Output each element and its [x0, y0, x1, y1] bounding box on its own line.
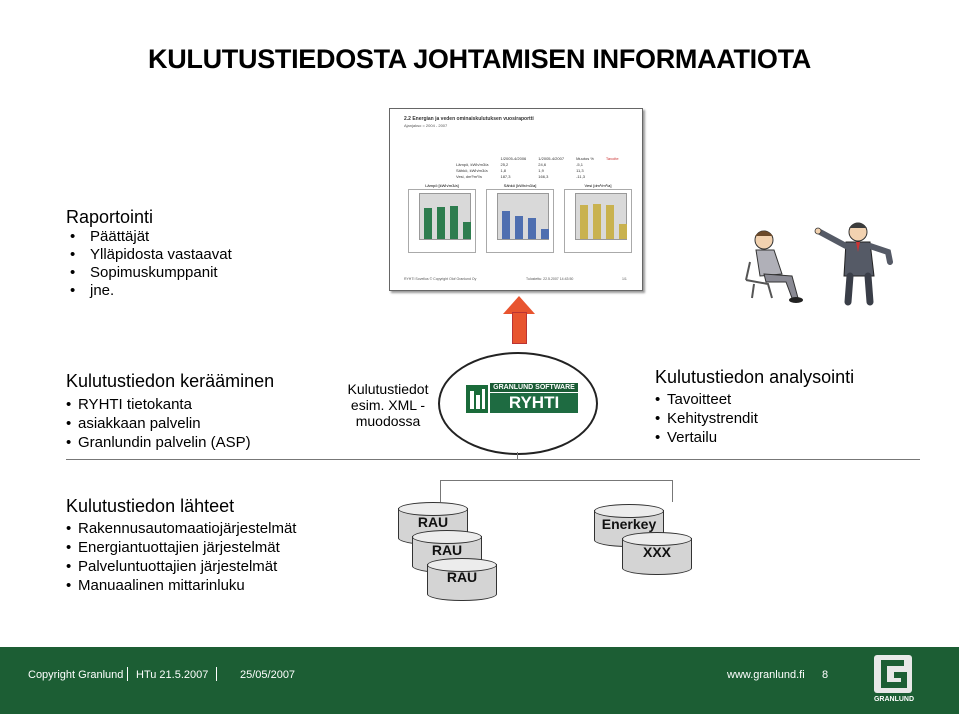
footer-separator — [216, 667, 217, 681]
report-cell: -11,3 — [576, 173, 585, 179]
collection-section — [66, 371, 274, 452]
granlund-software-icon — [466, 385, 488, 413]
reporting-section — [66, 207, 232, 300]
bar — [463, 222, 471, 239]
connector-line — [517, 452, 518, 460]
granlund-logo — [870, 653, 918, 707]
list-item: • RYHTI tietokanta — [66, 395, 274, 414]
bar — [515, 216, 523, 239]
page-title: KULUTUSTIEDOSTA JOHTAMISEN INFORMAATIOTA — [148, 44, 811, 74]
bar — [450, 206, 458, 239]
divider-line — [66, 459, 920, 460]
sources-section — [66, 496, 296, 595]
bar — [541, 229, 549, 239]
database-label: RAU — [446, 569, 478, 585]
sources-list — [66, 519, 296, 595]
sources-heading: Kulutustiedon lähteet — [66, 496, 235, 516]
database-label: XXX — [642, 544, 671, 560]
database-cylinder — [622, 532, 692, 582]
list-item: • Vertailu — [655, 428, 854, 447]
connector-line — [672, 480, 673, 502]
xml-note-line: Kulutustiedot — [347, 381, 429, 397]
people-illustration-icon — [740, 218, 900, 308]
connector-line — [440, 480, 441, 502]
bar — [424, 208, 432, 240]
report-footer-left: RYHTI Sovellus © Copyright Olof Granlund Oy — [404, 277, 477, 281]
ryhti-logo — [466, 383, 578, 415]
bar — [528, 218, 536, 239]
bar — [580, 205, 588, 239]
list-item: • Ylläpidosta vastaavat — [66, 246, 232, 264]
footer-website-link[interactable]: www.granlund.fi — [727, 669, 805, 681]
panel-plot — [419, 193, 471, 240]
report-cell: 11,3 — [576, 167, 584, 173]
report-panel-electricity — [486, 183, 554, 253]
list-item: • Päättäjät — [66, 228, 232, 246]
panel-plot — [497, 193, 549, 240]
report-cell: -5,1 — [576, 161, 583, 167]
list-item: • Granlundin palvelin (ASP) — [66, 433, 274, 452]
reporting-list — [66, 228, 232, 300]
footer-date: 25/05/2007 — [240, 669, 296, 681]
database-label: Enerkey — [601, 516, 657, 532]
report-panel-heat — [408, 183, 476, 253]
panel-plot — [575, 193, 627, 240]
report-cell: Vesi, dm³/m³/a — [456, 173, 482, 179]
bar — [437, 207, 445, 239]
collection-heading: Kulutustiedon kerääminen — [66, 371, 275, 391]
analysis-list — [655, 390, 854, 447]
panel-title: Sähkö [kWh/m3/a] — [503, 183, 537, 188]
logo-main-text: RYHTI — [490, 393, 578, 413]
footer-separator — [127, 667, 128, 681]
logo-top-text: GRANLUND SOFTWARE — [490, 383, 578, 392]
report-panel-water — [564, 183, 632, 253]
report-cell: 187,3 — [500, 173, 511, 179]
report-footer-right: 1/1 — [622, 277, 627, 281]
report-cell: 1,9 — [538, 167, 544, 173]
report-cell: Sähkö, kWh/m3/a — [456, 167, 488, 173]
report-cell: 25,2 — [500, 161, 509, 167]
collection-list — [66, 395, 274, 452]
list-item: • Tavoitteet — [655, 390, 854, 409]
footer-copyright: Copyright Granlund — [28, 669, 124, 681]
list-item: • asiakkaan palvelin — [66, 414, 274, 433]
analysis-section — [655, 367, 854, 447]
report-col-header: 1/2005-4/2007 — [538, 155, 565, 161]
database-label: RAU — [431, 542, 463, 558]
up-arrow-shaft — [512, 312, 527, 344]
table-row — [450, 173, 625, 179]
bar — [502, 211, 510, 239]
report-subtitle: Ajanjakso = 2004 - 2007 — [404, 123, 448, 128]
bar — [593, 204, 601, 239]
report-col-header: 1/2005-4/2006 — [500, 155, 527, 161]
footer-author: HTu 21.5.2007 — [136, 669, 209, 681]
report-cell: Lämpö, kWh/m3/a — [456, 161, 489, 167]
list-item: • Sopimuskumppanit — [66, 264, 232, 282]
report-col-header: Muutos % — [576, 155, 594, 161]
list-item: • Kehitystrendit — [655, 409, 854, 428]
footer-bar — [0, 647, 959, 714]
bar — [606, 205, 614, 239]
report-cell: 24,6 — [538, 161, 547, 167]
report-title: 2.2 Energian ja veden ominaiskulutuksen vuosiraportti — [404, 116, 534, 122]
report-cell: 166,3 — [538, 173, 549, 179]
report-footer-mid: Tulostettu: 22.5.2007 14:43:50 — [526, 277, 574, 281]
connector-line — [440, 480, 672, 481]
panel-title: Vesi [dm³/m³/a] — [584, 183, 612, 188]
xml-note — [336, 381, 440, 429]
report-table — [450, 155, 625, 179]
analysis-heading: Kulutustiedon analysointi — [655, 367, 855, 387]
database-label: RAU — [417, 514, 449, 530]
list-item: • jne. — [66, 282, 232, 300]
report-thumbnail — [389, 108, 643, 291]
xml-note-line: esim. XML - — [350, 397, 426, 413]
list-item: • Palveluntuottajien järjestelmät — [66, 557, 296, 576]
list-item: • Rakennusautomaatiojärjestelmät — [66, 519, 296, 538]
reporting-heading: Raportointi — [66, 207, 154, 227]
bar — [619, 224, 627, 239]
xml-note-line: muodossa — [355, 413, 421, 429]
report-col-header: Tavoite — [605, 155, 619, 161]
database-cylinder — [427, 558, 497, 608]
footer-brand: GRANLUND — [873, 696, 915, 703]
panel-title: Lämpö [kWh/m3/a] — [425, 183, 459, 188]
report-cell: 1,8 — [500, 167, 507, 173]
list-item: • Manuaalinen mittarinluku — [66, 576, 296, 595]
footer-page-number: 8 — [822, 669, 829, 681]
list-item: • Energiantuottajien järjestelmät — [66, 538, 296, 557]
